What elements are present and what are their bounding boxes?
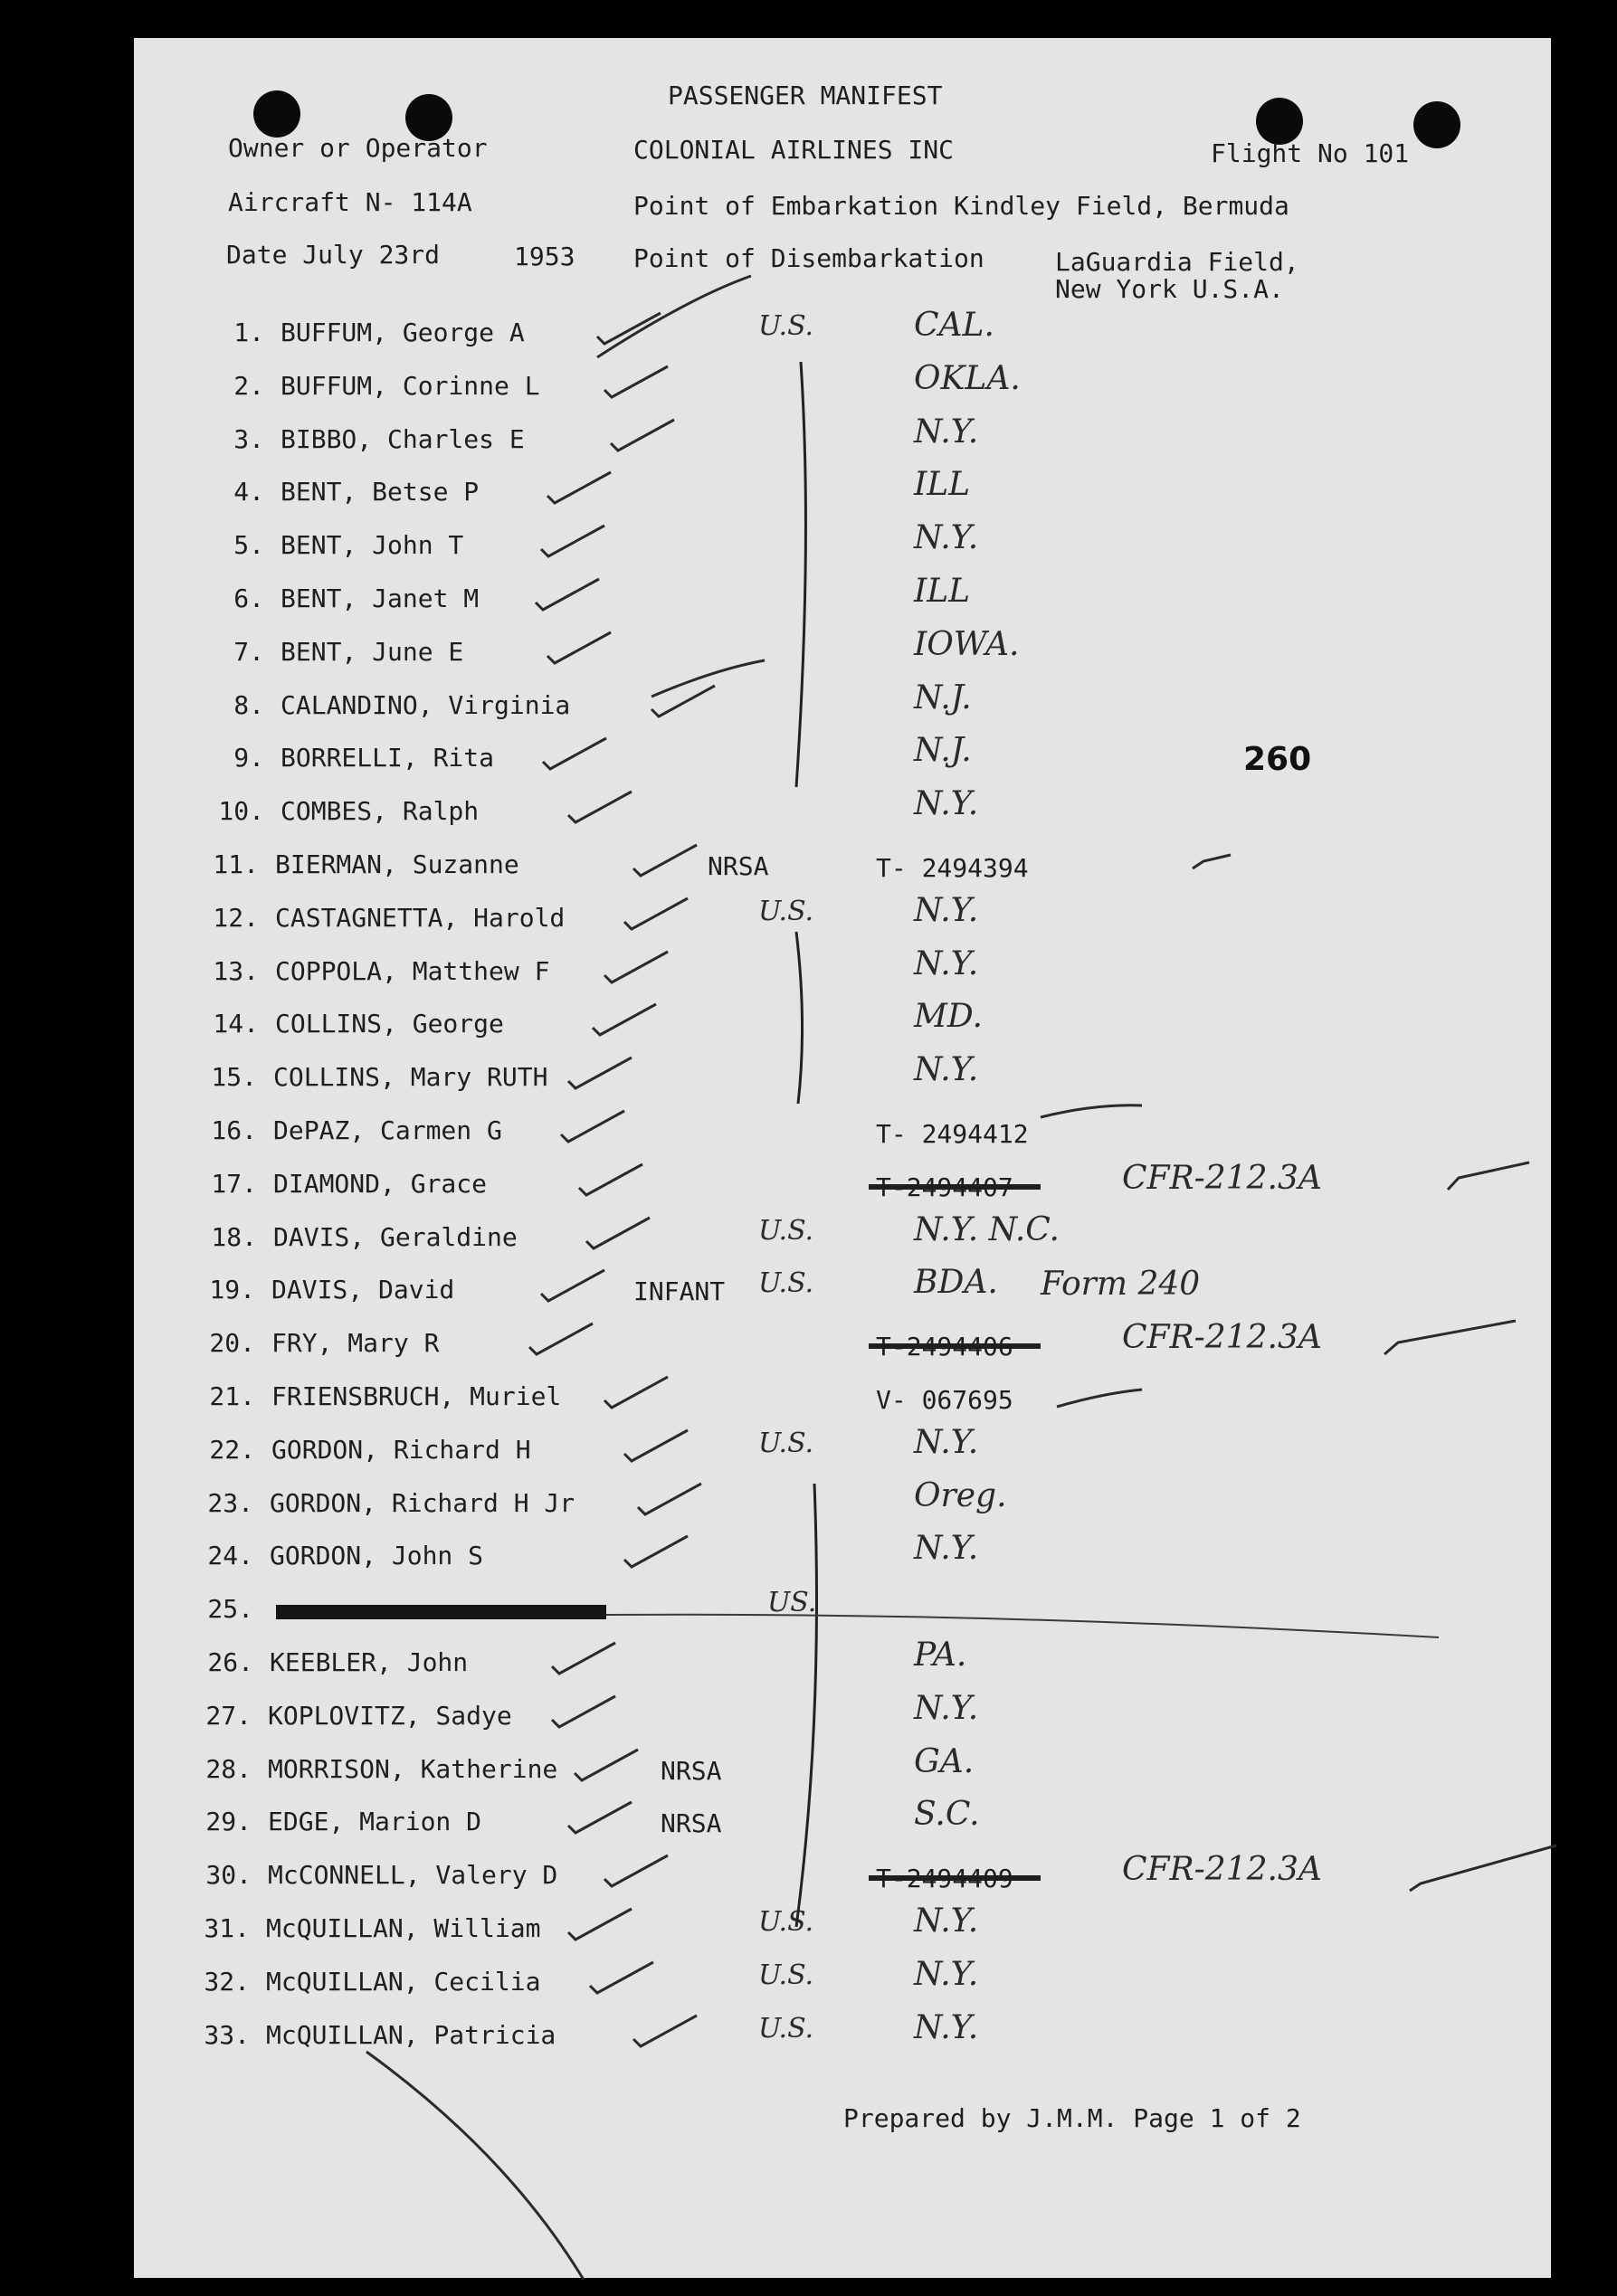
row-number: 16.: [211, 1115, 257, 1145]
row-number: 24.: [207, 1541, 253, 1570]
check-mark: [561, 1111, 624, 1142]
passenger-name: CALANDINO, Virginia: [281, 690, 571, 720]
disembarkation-value-1: LaGuardia Field,: [1055, 247, 1299, 277]
passenger-name: BUFFUM, George A: [281, 318, 525, 347]
passenger-name: EDGE, Marion D: [268, 1807, 482, 1836]
check-mark: [579, 1164, 642, 1195]
row-number: 28.: [205, 1754, 252, 1784]
document-number: V- 067695: [876, 1385, 1013, 1415]
state-abbrev: N.Y.: [914, 2009, 979, 2046]
row-number: 5.: [233, 530, 264, 560]
check-mark: [541, 1270, 604, 1301]
passenger-name: FRY, Mary R: [271, 1328, 440, 1358]
passenger-name: McQUILLAN, Patricia: [266, 2020, 556, 2050]
aircraft-number: Aircraft N- 114A: [228, 187, 472, 217]
row-number: 27.: [205, 1701, 252, 1731]
state-abbrev: CAL.: [914, 307, 994, 344]
passenger-type: INFANT: [633, 1276, 726, 1306]
state-abbrev: S.C.: [914, 1796, 980, 1833]
row-number: 13.: [213, 956, 259, 986]
check-mark: [568, 792, 632, 822]
row-number: 15.: [211, 1062, 257, 1092]
check-mark: [593, 1004, 656, 1035]
check-mark: [633, 2016, 697, 2046]
passenger-name: BENT, John T: [281, 530, 464, 560]
state-abbrev: Oreg.: [914, 1477, 1007, 1514]
row-number: 30.: [205, 1860, 252, 1890]
passenger-name: McQUILLAN, Cecilia: [266, 1967, 541, 1997]
check-mark: [568, 1909, 632, 1940]
nationality: US.: [767, 1587, 817, 1618]
check-mark: [624, 898, 688, 929]
nationality: U.S.: [758, 1959, 814, 1991]
state-abbrev: ILL: [914, 573, 971, 610]
state-abbrev: IOWA.: [914, 626, 1020, 663]
check-mark: [604, 366, 668, 397]
state-abbrev: N.Y.: [914, 1051, 979, 1088]
passenger-name: COPPOLA, Matthew F: [275, 956, 550, 986]
row-number: 7.: [233, 637, 264, 667]
disembarkation-value-2: New York U.S.A.: [1055, 274, 1284, 304]
passenger-name: FRIENSBRUCH, Muriel: [271, 1381, 562, 1411]
check-mark: [568, 1802, 632, 1833]
check-mark: [536, 579, 599, 610]
check-mark: [541, 526, 604, 556]
check-mark: [586, 1218, 650, 1248]
row-number: 18.: [211, 1222, 257, 1252]
state-abbrev: N.Y.: [914, 1424, 979, 1461]
state-abbrev: BDA.: [914, 1264, 998, 1301]
row-number: 31.: [204, 1913, 250, 1943]
passenger-name: COMBES, Ralph: [281, 796, 480, 826]
nationality: U.S.: [758, 1215, 814, 1247]
state-abbrev: N.J.: [914, 732, 972, 769]
row-number: 6.: [233, 583, 264, 613]
row-number: 29.: [205, 1807, 252, 1836]
footer-prepared-by: Prepared by J.M.M. Page 1 of 2: [843, 2103, 1301, 2133]
passenger-name: CASTAGNETTA, Harold: [275, 903, 566, 933]
nationality: U.S.: [758, 1267, 814, 1299]
row-number: 1.: [233, 318, 264, 347]
check-mark: [597, 313, 661, 344]
check-mark: [575, 1750, 638, 1780]
row-number: 8.: [233, 690, 264, 720]
state-abbrev: N.Y.: [914, 519, 979, 556]
row-number: 33.: [204, 2020, 250, 2050]
passenger-type: NRSA: [661, 1756, 722, 1786]
check-mark: [604, 1855, 668, 1886]
passenger-name: KOPLOVITZ, Sadye: [268, 1701, 512, 1731]
manifest-year: 1953: [514, 242, 575, 271]
nationality: U.S.: [758, 1906, 814, 1938]
row-number: 23.: [207, 1488, 253, 1518]
passenger-name: MORRISON, Katherine: [268, 1754, 558, 1784]
state-abbrev: N.Y.: [914, 413, 979, 451]
document-number: T- 2494394: [876, 853, 1029, 883]
row-number: 9.: [233, 743, 264, 773]
passenger-name: BIBBO, Charles E: [281, 424, 525, 454]
passenger-name: BORRELLI, Rita: [281, 743, 495, 773]
state-abbrev: N.Y.: [914, 1530, 979, 1567]
row-number: 32.: [204, 1967, 250, 1997]
check-mark: [590, 1962, 653, 1993]
check-mark: [552, 1696, 615, 1727]
row-number: 17.: [211, 1169, 257, 1199]
state-abbrev: MD.: [914, 998, 983, 1035]
state-abbrev: PA.: [914, 1637, 967, 1674]
check-mark: [552, 1643, 615, 1674]
state-abbrev: GA.: [914, 1743, 975, 1780]
row-number: 22.: [209, 1435, 255, 1465]
check-mark: [529, 1324, 593, 1354]
passenger-name: DAVIS, David: [271, 1275, 455, 1305]
row-number: 3.: [233, 424, 264, 454]
check-mark: [604, 952, 668, 982]
passenger-name: McCONNELL, Valery D: [268, 1860, 558, 1890]
row-number: 25.: [207, 1594, 253, 1624]
check-mark: [604, 1377, 668, 1408]
nationality: U.S.: [758, 896, 814, 927]
passenger-name: BENT, June E: [281, 637, 464, 667]
flight-number: Flight No 101: [1211, 138, 1410, 168]
passenger-name: McQUILLAN, William: [266, 1913, 541, 1943]
check-mark: [611, 420, 674, 451]
embarkation-point: Point of Embarkation Kindley Field, Bermuda: [633, 191, 1289, 221]
document-number: T- 2494412: [876, 1119, 1029, 1149]
nationality: U.S.: [758, 1428, 814, 1459]
check-mark: [543, 738, 606, 769]
state-abbrev: N.J.: [914, 679, 972, 716]
state-abbrev: N.Y. N.C.: [914, 1211, 1060, 1248]
owner-label: Owner or Operator: [228, 133, 488, 163]
check-mark: [568, 1058, 632, 1088]
check-mark: [638, 1484, 701, 1514]
state-abbrev: OKLA.: [914, 360, 1021, 397]
state-abbrev: N.Y.: [914, 1902, 979, 1940]
row-number: 2.: [233, 371, 264, 401]
passenger-name: GORDON, John S: [270, 1541, 484, 1570]
nationality: U.S.: [758, 2013, 814, 2045]
passenger-name: BIERMAN, Suzanne: [275, 849, 519, 879]
passenger-type: NRSA: [708, 851, 769, 881]
passenger-name: BENT, Betse P: [281, 477, 480, 507]
passenger-name: DAVIS, Geraldine: [273, 1222, 518, 1252]
row-number: 19.: [209, 1275, 255, 1305]
row-number: 26.: [207, 1647, 253, 1677]
row-number: 10.: [218, 796, 264, 826]
check-mark: [624, 1536, 688, 1567]
row-number: 4.: [233, 477, 264, 507]
passenger-name: GORDON, Richard H: [271, 1435, 531, 1465]
check-mark: [652, 686, 715, 716]
owner-value: COLONIAL AIRLINES INC: [633, 135, 955, 165]
nationality: U.S.: [758, 310, 814, 342]
annotation: CFR-212.3A: [1122, 1319, 1322, 1356]
passenger-name: BUFFUM, Corinne L: [281, 371, 540, 401]
stamp-number: 260: [1243, 741, 1312, 778]
row-number: 14.: [213, 1009, 259, 1039]
row-number: 20.: [209, 1328, 255, 1358]
row-number: 21.: [209, 1381, 255, 1411]
annotation: Form 240: [1041, 1266, 1201, 1303]
passenger-name: BENT, Janet M: [281, 583, 480, 613]
passenger-type: NRSA: [661, 1808, 722, 1838]
state-abbrev: N.Y.: [914, 1690, 979, 1727]
check-mark: [633, 845, 697, 876]
disembarkation-label: Point of Disembarkation: [633, 243, 984, 273]
annotation: CFR-212.3A: [1122, 1160, 1322, 1197]
passenger-name: DIAMOND, Grace: [273, 1169, 488, 1199]
annotation: CFR-212.3A: [1122, 1851, 1322, 1888]
check-mark: [547, 472, 611, 503]
state-abbrev: ILL: [914, 466, 971, 503]
check-mark: [624, 1430, 688, 1461]
state-abbrev: N.Y.: [914, 892, 979, 929]
row-number: 11.: [213, 849, 259, 879]
state-abbrev: N.Y.: [914, 945, 979, 982]
passenger-name: COLLINS, George: [275, 1009, 504, 1039]
manifest-date: Date July 23rd: [226, 240, 441, 270]
state-abbrev: N.Y.: [914, 785, 979, 822]
passenger-name: COLLINS, Mary RUTH: [273, 1062, 548, 1092]
check-mark: [547, 632, 611, 663]
row-number: 12.: [213, 903, 259, 933]
passenger-name: KEEBLER, John: [270, 1647, 469, 1677]
passenger-name: DePAZ, Carmen G: [273, 1115, 502, 1145]
page-title: PASSENGER MANIFEST: [668, 81, 943, 110]
state-abbrev: N.Y.: [914, 1956, 979, 1993]
passenger-name: GORDON, Richard H Jr: [270, 1488, 575, 1518]
